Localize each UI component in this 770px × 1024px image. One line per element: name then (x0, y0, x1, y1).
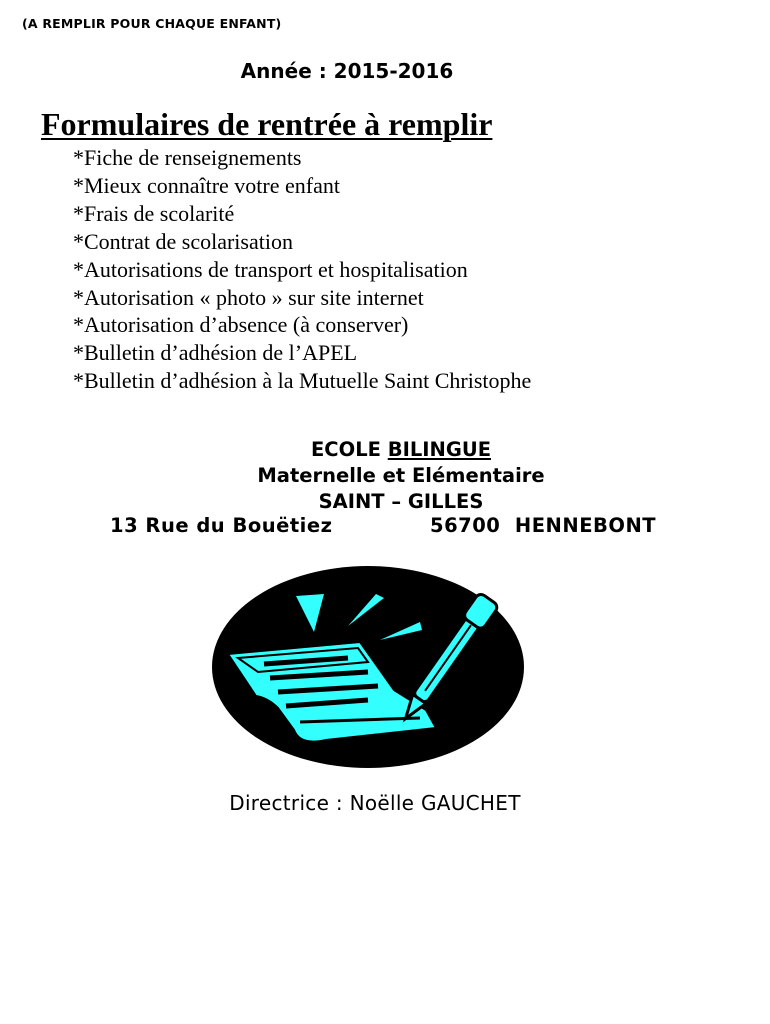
form-item-bulletin-mutuelle: *Bulletin d’adhésion à la Mutuelle Saint Christophe (73, 368, 532, 394)
form-item-contrat-scolarisation: *Contrat de scolarisation (73, 228, 293, 254)
fill-per-child-note: (A REMPLIR POUR CHAQUE ENFANT) (22, 16, 282, 31)
school-year: Année : 2015-2016 (240, 59, 454, 83)
school-address (110, 514, 656, 537)
form-item-frais-scolarite: *Frais de scolarité (73, 200, 235, 226)
school-name: SAINT – GILLES (318, 490, 484, 513)
director-name: Directrice : Noëlle GAUCHET (229, 791, 521, 815)
school-title (0, 437, 770, 463)
school-title-emphasis: BILINGUE (387, 438, 492, 461)
form-item-autorisation-absence: *Autorisation d’absence (à conserver) (73, 312, 409, 338)
school-levels: Maternelle et Elémentaire (257, 464, 545, 487)
address-postal-code: 56700 (430, 514, 501, 537)
form-item-autorisation-photo: *Autorisation « photo » sur site internet (73, 284, 424, 310)
address-city: HENNEBONT (514, 514, 657, 537)
document-and-pen-icon (208, 562, 528, 772)
form-item-fiche-renseignements: *Fiche de renseignements (73, 145, 302, 170)
form-item-autorisations-transport: *Autorisations de transport et hospitalisation (73, 256, 468, 282)
form-item-bulletin-apel: *Bulletin d’adhésion de l’APEL (73, 340, 358, 366)
school-block (0, 437, 770, 515)
forms-list (73, 144, 531, 395)
address-street: 13 Rue du Bouëtiez (110, 514, 333, 537)
form-item-mieux-connaitre: *Mieux connaître votre enfant (73, 172, 340, 198)
school-title-prefix: ECOLE (310, 438, 388, 461)
forms-title: Formulaires de rentrée à remplir (41, 106, 493, 142)
